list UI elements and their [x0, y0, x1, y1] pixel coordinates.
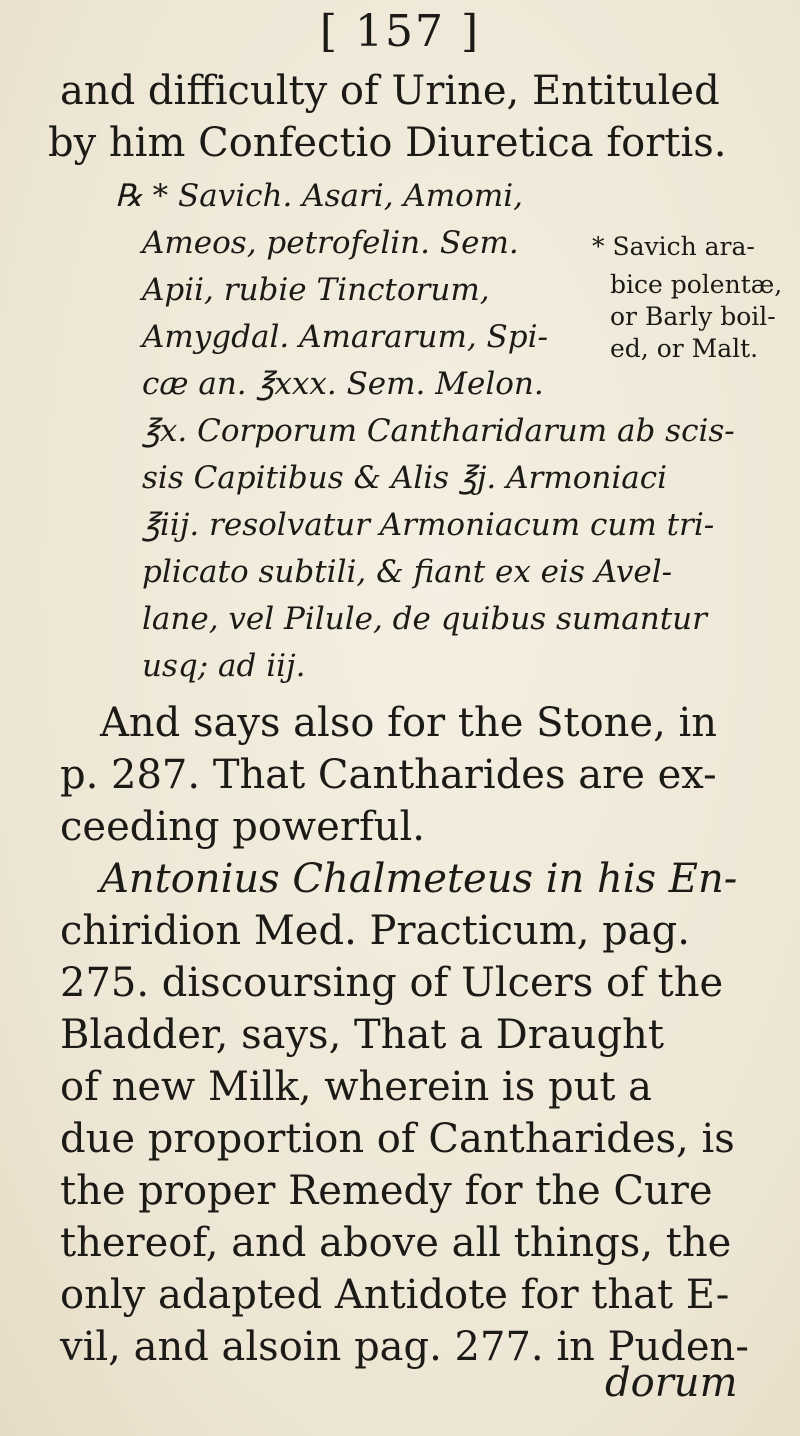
recipe-line: usq; ad iij.: [142, 648, 306, 684]
recipe-line: plicato subtili, & fiant ex eis Avel-: [142, 554, 673, 590]
side-note-line: * Savich ara-: [592, 232, 755, 261]
recipe-line: lane, vel Pilule, de quibus sumantur: [142, 601, 707, 637]
text-line: of new Milk, wherein is put a: [60, 1064, 652, 1110]
text-line: by him Confectio Diuretica fortis.: [48, 120, 727, 166]
text-line: p. 287. That Cantharides are ex-: [60, 752, 717, 798]
recipe-line: Apii, rubie Tinctorum,: [142, 272, 490, 308]
text-line: and difficulty of Urine, Entituled: [60, 68, 720, 114]
text-line: vil, and alsoin pag. 277. in Puden-: [60, 1324, 749, 1370]
text-line: And says also for the Stone, in: [100, 700, 718, 746]
text-line: 275. discoursing of Ulcers of the: [60, 960, 724, 1006]
text-line: chiridion Med. Practicum, pag.: [60, 908, 690, 954]
recipe-line: ℥x. Corporum Cantharidarum ab scis-: [142, 413, 735, 449]
text-line: Bladder, says, That a Draught: [60, 1012, 664, 1058]
recipe-line: Ameos, petrofelin. Sem.: [142, 225, 519, 261]
text-line: only adapted Antidote for that E-: [60, 1272, 730, 1318]
text-line: thereof, and above all things, the: [60, 1220, 732, 1266]
text-line: ceeding powerful.: [60, 804, 426, 850]
side-note-line: or Barly boil-: [610, 302, 776, 331]
recipe-line: cæ an. ℥xxx. Sem. Melon.: [142, 366, 544, 402]
recipe-line: Amygdal. Amararum, Spi-: [142, 319, 549, 355]
text-line: the proper Remedy for the Cure: [60, 1168, 713, 1214]
text-line: Antonius Chalmeteus in his En-: [100, 856, 738, 902]
recipe-line: ℞ * Savich. Asari, Amomi,: [115, 178, 524, 214]
catchword: dorum: [605, 1360, 738, 1406]
recipe-line: sis Capitibus & Alis ℥j. Armoniaci: [142, 460, 668, 496]
side-note-line: bice polentæ,: [610, 270, 783, 299]
text-line: due proportion of Cantharides, is: [60, 1116, 735, 1162]
page-number: [ 157 ]: [319, 6, 481, 57]
side-note-line: ed, or Malt.: [610, 334, 759, 363]
recipe-line: ℥iij. resolvatur Armoniacum cum tri-: [142, 507, 715, 543]
